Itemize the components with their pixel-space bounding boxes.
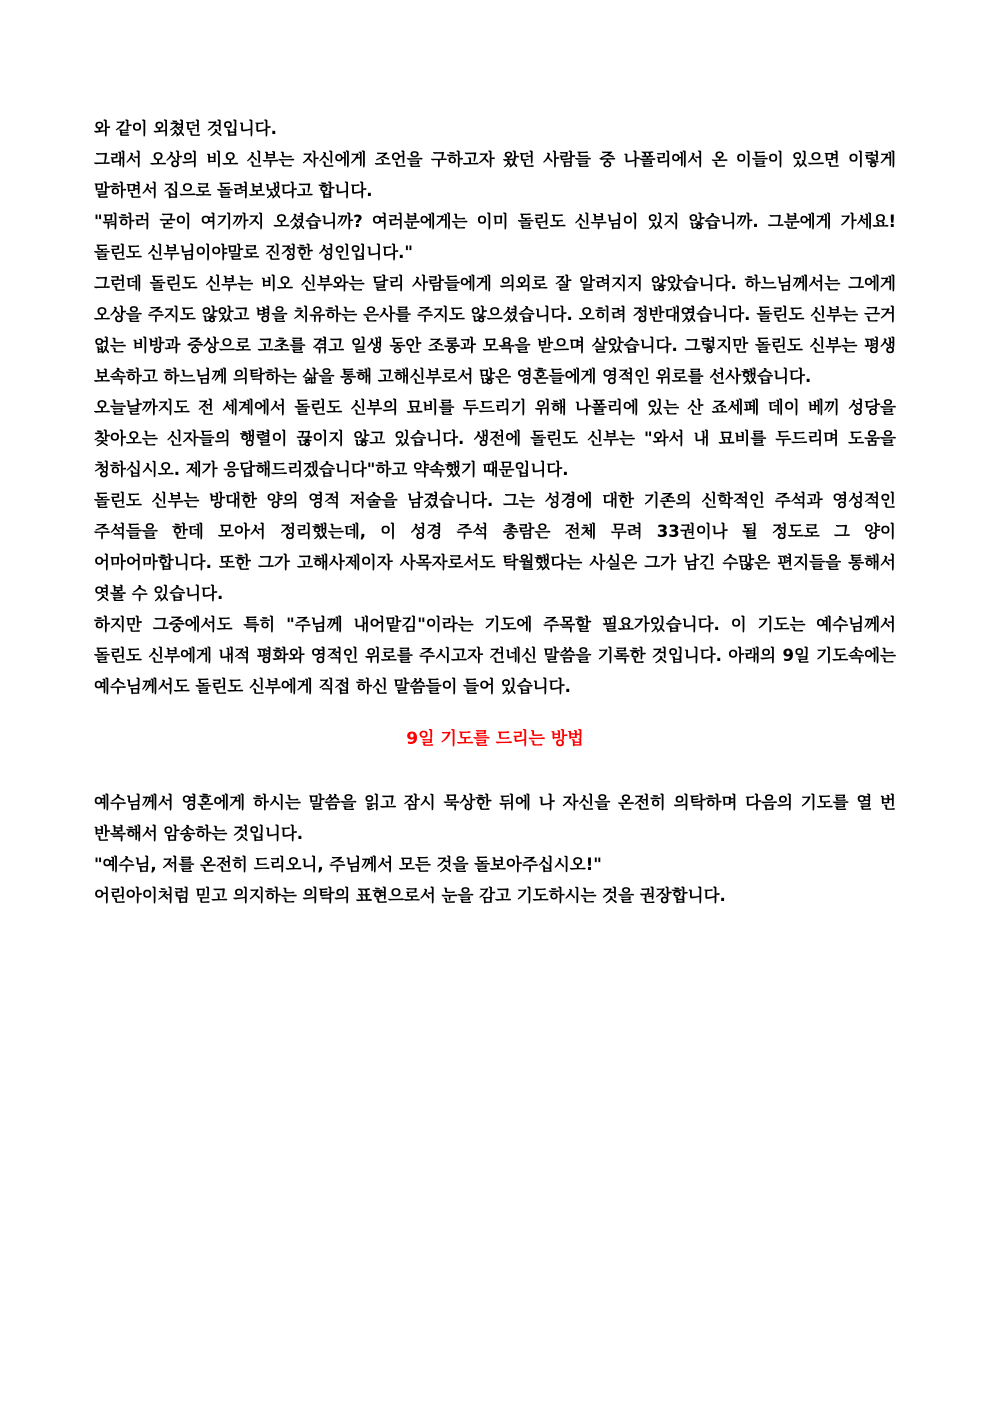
document-page (94, 113, 896, 911)
prayer-quote: "예수님, 저를 온전히 드리오니, 주님께서 모든 것을 돌보아주십시오!" (94, 855, 602, 874)
body-paragraph: 와 같이 외쳤던 것입니다. (94, 119, 277, 138)
body-paragraph: 오늘날까지도 전 세계에서 돌린도 신부의 묘비를 두드리기 위해 나폴리에 있는 산 죠세페 데이 베끼 성당을 찾아오는 신자들의 행렬이 끊이지 않고 있습니다. 생전에 돌린도 신부는 "와서 내 묘비를 두드리며 도움을 청하십시오. 제가 응답해드리겠습니다"하고 약속했기 때문입니다. (94, 398, 896, 479)
body-paragraph: 돌린도 신부는 방대한 양의 영적 저술을 남겼습니다. 그는 성경에 대한 기존의 신학적인 주석과 영성적인 주석들을 한데 모아서 정리했는데, 이 성경 주석 총람은 전체 무려 33권이나 될 정도로 그 양이 어마어마합니다. 또한 그가 고해사제이자 사목자로서도 탁월했다는 사실은 그가 남긴 수많은 편지들을 통해서 엿볼 수 있습니다. (94, 491, 896, 603)
body-paragraph: 하지만 그중에서도 특히 "주님께 내어맡김"이라는 기도에 주목할 필요가있습니다. 이 기도는 예수님께서 돌린도 신부에게 내적 평화와 영적인 위로를 주시고자 건네신 말씀을 기록한 것입니다. 아래의 9일 기도속에는 예수님께서도 돌린도 신부에게 직접 하신 말씀들이 들어 있습니다. (94, 615, 896, 696)
body-paragraph: 그런데 돌린도 신부는 비오 신부와는 달리 사람들에게 의외로 잘 알려지지 않았습니다. 하느님께서는 그에게 오상을 주지도 않았고 병을 치유하는 은사를 주지도 않으셨습니다. 오히려 정반대였습니다. 돌린도 신부는 근거 없는 비방과 중상으로 고초를 겪고 일생 동안 조롱과 모욕을 받으며 살았습니다. 그렇지만 돌린도 신부는 평생 보속하고 하느님께 의탁하는 삶을 통해 고해신부로서 많은 영혼들에게 영적인 위로를 선사했습니다. (94, 274, 896, 386)
body-paragraph: 그래서 오상의 비오 신부는 자신에게 조언을 구하고자 왔던 사람들 중 나폴리에서 온 이들이 있으면 이렇게 말하면서 집으로 돌려보냈다고 합니다. (94, 150, 896, 200)
body-paragraph: 어린아이처럼 믿고 의지하는 의탁의 표현으로서 눈을 감고 기도하시는 것을 권장합니다. (94, 886, 726, 905)
quote-paragraph: "뭐하러 굳이 여기까지 오셨습니까? 여러분에게는 이미 돌린도 신부님이 있지 않습니까. 그분에게 가세요! 돌린도 신부님이야말로 진정한 성인입니다." (94, 212, 896, 262)
body-paragraph: 예수님께서 영혼에게 하시는 말씀을 읽고 잠시 묵상한 뒤에 나 자신을 온전히 의탁하며 다음의 기도를 열 번 반복해서 암송하는 것입니다. (94, 793, 896, 843)
section-heading: 9일 기도를 드리는 방법 (406, 729, 584, 749)
